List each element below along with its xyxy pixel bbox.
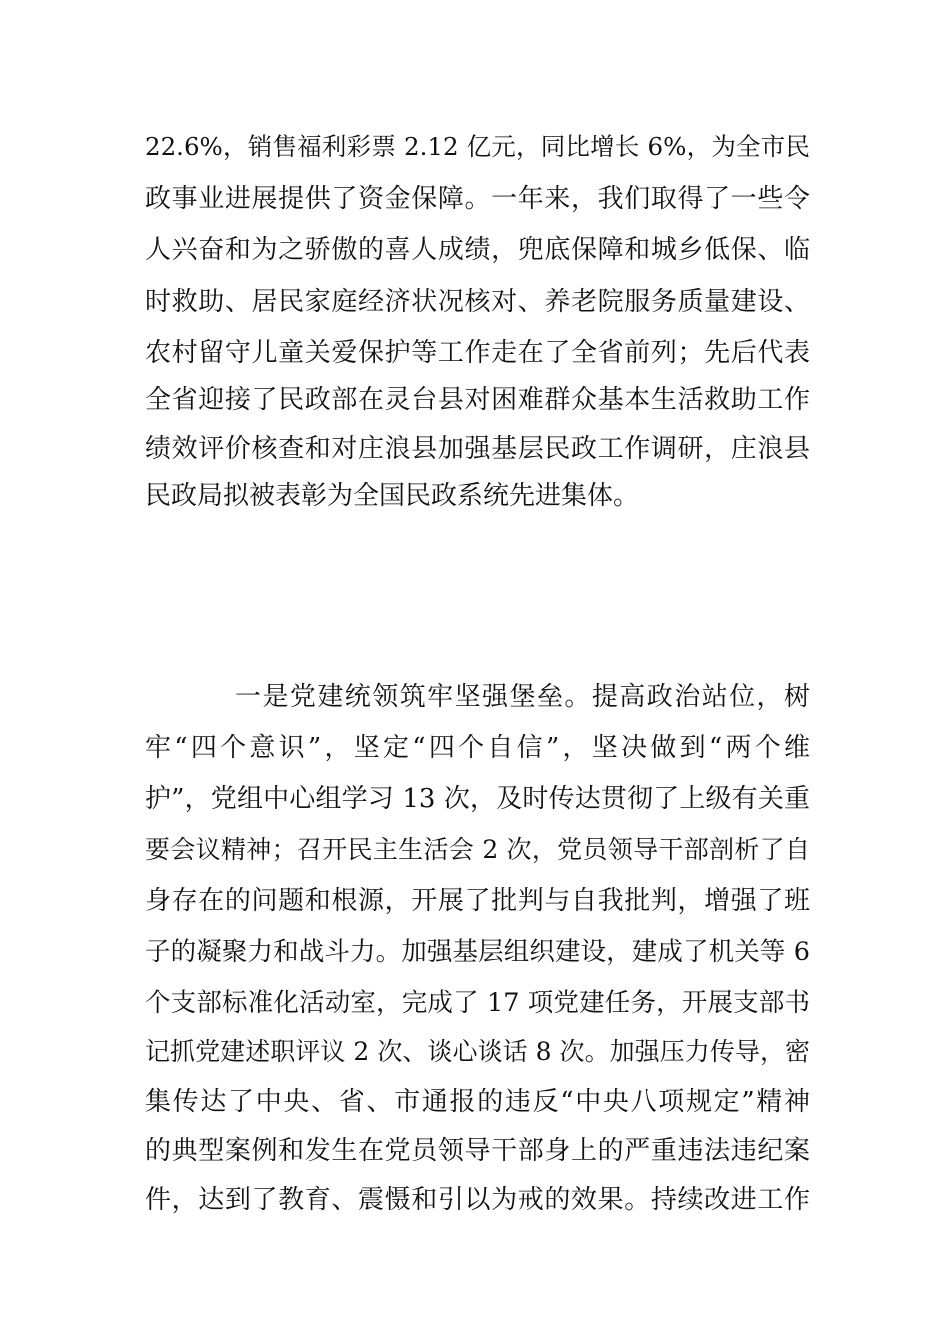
paragraph-line: 政事业进展提供了资金保障。一年来，我们取得了一些令 bbox=[145, 184, 810, 214]
paragraph-line: 一是党建统领筑牢坚强堡垒。提高政治站位，树 bbox=[235, 682, 810, 712]
paragraph-line: 全省迎接了民政部在灵台县对困难群众基本生活救助工作 bbox=[145, 385, 810, 415]
paragraph-line: 个支部标准化活动室，完成了 17 项党建任务，开展支部书 bbox=[145, 988, 810, 1018]
paragraph-line: 记抓党建述职评议 2 次、谈心谈话 8 次。加强压力传导，密 bbox=[145, 1037, 810, 1066]
paragraph-line: 件，达到了教育、震慑和引以为戒的效果。持续改进工作 bbox=[145, 1185, 810, 1215]
paragraph-line: 身存在的问题和根源，开展了批判与自我批判，增强了班 bbox=[145, 886, 810, 916]
paragraph-line: 要会议精神；召开民主生活会 2 次，党员领导干部剖析了自 bbox=[145, 835, 810, 864]
paragraph-line: 民政局拟被表彰为全国民政系统先进集体。 bbox=[145, 481, 640, 511]
paragraph-line: 子的凝聚力和战斗力。加强基层组织建设，建成了机关等 6 bbox=[145, 937, 810, 967]
paragraph-line: 时救助、居民家庭经济状况核对、养老院服务质量建设、 bbox=[145, 287, 810, 317]
paragraph-line: 集传达了中央、省、市通报的违反“中央八项规定”精神 bbox=[145, 1087, 810, 1117]
paragraph-line: 农村留守儿童关爱保护等工作走在了全省前列；先后代表 bbox=[145, 338, 810, 368]
paragraph-line: 人兴奋和为之骄傲的喜人成绩，兜底保障和城乡低保、临 bbox=[145, 235, 810, 265]
paragraph-line: 22.6%，销售福利彩票 2.12 亿元，同比增长 6%，为全市民 bbox=[145, 132, 810, 161]
paragraph-line: 护”，党组中心组学习 13 次，及时传达贯彻了上级有关重 bbox=[145, 784, 810, 814]
paragraph-line: 绩效评价核查和对庄浪县加强基层民政工作调研，庄浪县 bbox=[145, 434, 810, 464]
paragraph-line: 牢“四个意识”，坚定“四个自信”，坚决做到“两个维 bbox=[145, 733, 810, 763]
paragraph-line: 的典型案例和发生在党员领导干部身上的严重违法违纪案 bbox=[145, 1136, 810, 1166]
